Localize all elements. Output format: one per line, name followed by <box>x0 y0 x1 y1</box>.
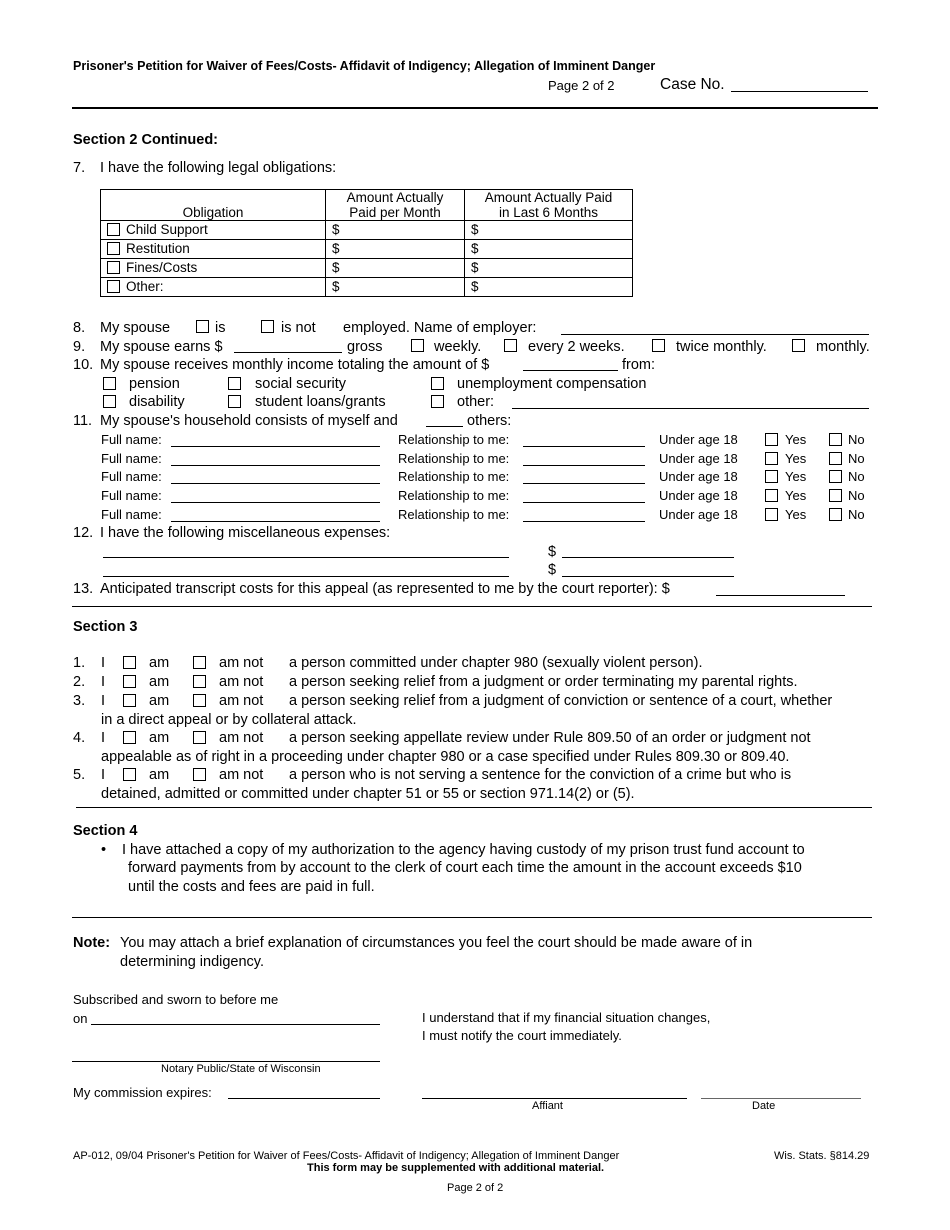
misc-expenses-label: I have the following miscellaneous expenses: <box>100 525 391 541</box>
yes-label: Yes <box>785 488 807 503</box>
authorization-text: I have attached a copy of my authorization to the agency having custody of my prison trust fund account to <box>122 842 805 858</box>
notary-label: Notary Public/State of Wisconsin <box>161 1063 321 1075</box>
under18-yes-checkbox[interactable] <box>765 433 778 446</box>
from-label: from: <box>622 357 656 373</box>
gross-label: gross <box>347 339 383 355</box>
amount-cell[interactable]: $ <box>465 240 633 259</box>
full-name-label: Full name: <box>101 507 162 522</box>
s3-am-not-label: am not <box>219 693 264 709</box>
under18-yes-checkbox[interactable] <box>765 489 778 502</box>
yes-label: Yes <box>785 432 807 447</box>
under18-yes-checkbox[interactable] <box>765 470 778 483</box>
relationship-label: Relationship to me: <box>398 488 510 503</box>
s3-item-num: 3. <box>73 693 86 709</box>
under18-yes-checkbox[interactable] <box>765 508 778 521</box>
item9-num: 9. <box>73 339 86 355</box>
understand-text-2: I must notify the court immediately. <box>422 1028 622 1043</box>
spouse-is-checkbox[interactable] <box>196 320 209 333</box>
header-divider <box>72 107 878 109</box>
other-checkbox[interactable] <box>107 280 120 293</box>
child-support-checkbox[interactable] <box>107 223 120 236</box>
obligation-restitution[interactable]: Restitution <box>101 240 326 259</box>
obligation-fines[interactable]: Fines/Costs <box>101 259 326 278</box>
every-2-weeks-checkbox[interactable] <box>504 339 517 352</box>
s3-i-label: I <box>101 767 106 783</box>
under18-no-checkbox[interactable] <box>829 433 842 446</box>
s3-item-text: a person seeking appellate review under Rule 809.50 of an order or judgment not <box>289 730 811 746</box>
other-income-checkbox[interactable] <box>431 395 444 408</box>
s3-item-text: a person who is not serving a sentence for the conviction of a crime but who is <box>289 767 792 783</box>
household-full-name-field[interactable] <box>171 483 380 484</box>
full-name-label: Full name: <box>101 488 162 503</box>
s3-item-cont: in a direct appeal or by collateral attack. <box>101 712 357 728</box>
household-relationship-field[interactable] <box>523 483 645 484</box>
social-security-checkbox[interactable] <box>228 377 241 390</box>
s3-i-label: I <box>101 693 106 709</box>
note-text: You may attach a brief explanation of circumstances you feel the court should be made aware of in <box>120 935 753 951</box>
household-relationship-field[interactable] <box>523 446 645 447</box>
date-label: Date <box>752 1100 776 1112</box>
misc-expense-amount-2[interactable] <box>562 576 734 577</box>
section3-divider <box>76 807 872 808</box>
s3-am-label: am <box>149 674 170 690</box>
household-full-name-field[interactable] <box>171 446 380 447</box>
s3-am-label: am <box>149 767 170 783</box>
every-2-weeks-label: every 2 weeks. <box>528 339 625 355</box>
bullet: • <box>101 842 107 858</box>
item10-num: 10. <box>73 357 94 373</box>
dollar-sign: $ <box>548 544 557 560</box>
twice-monthly-checkbox[interactable] <box>652 339 665 352</box>
yes-label: Yes <box>785 469 807 484</box>
item11-num: 11. <box>73 413 93 429</box>
under18-no-checkbox[interactable] <box>829 470 842 483</box>
s3-item-text: a person seeking relief from a judgment or order terminating my parental rights. <box>289 674 798 690</box>
table-row <box>101 259 633 278</box>
on-label: on <box>73 1011 88 1026</box>
item7-num: 7. <box>73 160 86 176</box>
item8-text: My spouse <box>100 320 171 336</box>
relationship-label: Relationship to me: <box>398 469 510 484</box>
authorization-text-2: forward payments from by account to the clerk of court each time the amount in the account exceeds $10 <box>128 860 802 876</box>
s3-am-label: am <box>149 693 170 709</box>
s3-item-text: a person seeking relief from a judgment of conviction or sentence of a court, whether <box>289 693 833 709</box>
s3-am-checkbox[interactable] <box>123 768 136 781</box>
footer-statute: Wis. Stats. §814.29 <box>774 1150 870 1162</box>
s3-am-not-checkbox[interactable] <box>193 656 206 669</box>
s3-item-cont: detained, admitted or committed under chapter 51 or 55 or section 971.14(2) or (5). <box>101 786 635 802</box>
amount-cell[interactable]: $ <box>465 278 633 297</box>
page-indicator: Page 2 of 2 <box>548 78 615 93</box>
section4-divider <box>72 917 872 918</box>
amount-cell[interactable]: $ <box>326 221 465 240</box>
footer-form-id: AP-012, 09/04 Prisoner's Petition for Waiver of Fees/Costs- Affidavit of Indigency; Allegation of Imminent Danger <box>73 1150 620 1162</box>
date-field[interactable] <box>701 1098 861 1099</box>
no-label: No <box>848 469 865 484</box>
is-label: is <box>215 320 226 336</box>
student-loans-checkbox[interactable] <box>228 395 241 408</box>
footer-page: Page 2 of 2 <box>447 1182 504 1194</box>
social-security-label: social security <box>255 376 347 392</box>
sworn-label: Subscribed and sworn to before me <box>73 992 279 1007</box>
household-relationship-field[interactable] <box>523 521 645 522</box>
affiant-signature-field[interactable] <box>422 1098 687 1099</box>
relationship-label: Relationship to me: <box>398 432 510 447</box>
table-row <box>101 221 633 240</box>
s3-item-num: 2. <box>73 674 86 690</box>
table-row <box>101 240 633 259</box>
s3-i-label: I <box>101 674 106 690</box>
misc-expense-desc-1[interactable] <box>103 557 509 558</box>
no-label: No <box>848 432 865 447</box>
amount-cell[interactable]: $ <box>465 221 633 240</box>
col-paid-month-header: Amount Actually Paid per Month <box>326 190 465 221</box>
under18-no-checkbox[interactable] <box>829 508 842 521</box>
s3-item-text: a person committed under chapter 980 (sexually violent person). <box>289 655 703 671</box>
no-label: No <box>848 507 865 522</box>
twice-monthly-label: twice monthly. <box>676 339 767 355</box>
s3-am-not-checkbox[interactable] <box>193 694 206 707</box>
transcript-costs-field[interactable] <box>716 595 845 596</box>
commission-label: My commission expires: <box>73 1085 212 1100</box>
item12-num: 12. <box>73 525 94 541</box>
relationship-label: Relationship to me: <box>398 451 510 466</box>
household-full-name-field[interactable] <box>171 465 380 466</box>
weekly-checkbox[interactable] <box>411 339 424 352</box>
affiant-label: Affiant <box>532 1100 563 1112</box>
under-age-label: Under age 18 <box>659 451 738 466</box>
sworn-date-field[interactable] <box>91 1024 380 1025</box>
weekly-label: weekly. <box>434 339 482 355</box>
full-name-label: Full name: <box>101 451 162 466</box>
under18-no-checkbox[interactable] <box>829 489 842 502</box>
pension-checkbox[interactable] <box>103 377 116 390</box>
spouse-earns-label: My spouse earns $ <box>100 339 223 355</box>
footer-supplement: This form may be supplemented with additional material. <box>307 1162 605 1174</box>
form-title: Prisoner's Petition for Waiver of Fees/Costs- Affidavit of Indigency; Allegation of Imminent Danger <box>73 59 656 73</box>
no-label: No <box>848 451 865 466</box>
household-relationship-field[interactable] <box>523 502 645 503</box>
misc-expense-amount-1[interactable] <box>562 557 734 558</box>
employer-label: employed. Name of employer: <box>343 320 537 336</box>
fines-checkbox[interactable] <box>107 261 120 274</box>
s3-am-label: am <box>149 655 170 671</box>
household-full-name-field[interactable] <box>171 521 380 522</box>
pension-label: pension <box>129 376 180 392</box>
commission-expires-field[interactable] <box>228 1098 380 1099</box>
item13-num: 13. <box>73 581 94 597</box>
yes-label: Yes <box>785 451 807 466</box>
household-relationship-field[interactable] <box>523 465 645 466</box>
no-label: No <box>848 488 865 503</box>
obligations-table <box>100 189 633 297</box>
other-income-label: other: <box>457 394 495 410</box>
s3-am-checkbox[interactable] <box>123 694 136 707</box>
s3-am-not-label: am not <box>219 655 264 671</box>
under18-no-checkbox[interactable] <box>829 452 842 465</box>
s3-am-not-checkbox[interactable] <box>193 675 206 688</box>
disability-label: disability <box>129 394 185 410</box>
employer-field[interactable] <box>561 334 869 335</box>
item8-num: 8. <box>73 320 86 336</box>
monthly-income-label: My spouse receives monthly income totaling the amount of $ <box>100 357 490 373</box>
s3-am-checkbox[interactable] <box>123 656 136 669</box>
s3-item-num: 4. <box>73 730 86 746</box>
monthly-label: monthly. <box>816 339 870 355</box>
dollar-sign: $ <box>548 562 557 578</box>
s3-item-cont: appealable as of right in a proceeding under chapter 980 or a case specified under Rules 809.30 or 809.40. <box>101 749 790 765</box>
section4-heading: Section 4 <box>73 823 138 839</box>
obligation-child-support[interactable]: Child Support <box>101 221 326 240</box>
under-age-label: Under age 18 <box>659 507 738 522</box>
under-age-label: Under age 18 <box>659 488 738 503</box>
s3-am-not-label: am not <box>219 730 264 746</box>
under18-yes-checkbox[interactable] <box>765 452 778 465</box>
transcript-costs-label: Anticipated transcript costs for this appeal (as represented to me by the court reporter): $ <box>100 581 670 597</box>
table-row <box>101 278 633 297</box>
section2-heading: Section 2 Continued: <box>73 132 218 148</box>
notary-signature-field[interactable] <box>72 1061 380 1062</box>
col-obligation-header: Obligation <box>101 190 326 221</box>
section3-heading: Section 3 <box>73 619 138 635</box>
case-no-label: Case No. <box>660 76 725 93</box>
yes-label: Yes <box>785 507 807 522</box>
other-income-field[interactable] <box>512 408 869 409</box>
s3-am-checkbox[interactable] <box>123 731 136 744</box>
col-paid-6months-header: Amount Actually Paid in Last 6 Months <box>465 190 633 221</box>
full-name-label: Full name: <box>101 432 162 447</box>
spouse-is-not-checkbox[interactable] <box>261 320 274 333</box>
monthly-income-field[interactable] <box>523 370 618 371</box>
unemployment-checkbox[interactable] <box>431 377 444 390</box>
understand-text: I understand that if my financial situation changes, <box>422 1010 711 1025</box>
s3-i-label: I <box>101 655 106 671</box>
s3-am-not-label: am not <box>219 767 264 783</box>
s3-item-num: 5. <box>73 767 86 783</box>
note-text-2: determining indigency. <box>120 954 265 970</box>
s3-i-label: I <box>101 730 106 746</box>
restitution-checkbox[interactable] <box>107 242 120 255</box>
others-label: others: <box>467 413 512 429</box>
monthly-checkbox[interactable] <box>792 339 805 352</box>
disability-checkbox[interactable] <box>103 395 116 408</box>
s3-am-label: am <box>149 730 170 746</box>
amount-cell[interactable]: $ <box>326 259 465 278</box>
s3-am-not-checkbox[interactable] <box>193 768 206 781</box>
s3-am-checkbox[interactable] <box>123 675 136 688</box>
misc-expense-desc-2[interactable] <box>103 576 509 577</box>
authorization-text-3: until the costs and fees are paid in full. <box>128 879 375 895</box>
section2-divider <box>72 606 872 607</box>
relationship-label: Relationship to me: <box>398 507 510 522</box>
amount-cell[interactable]: $ <box>326 278 465 297</box>
item7-text: I have the following legal obligations: <box>100 160 337 176</box>
note-label: Note: <box>73 935 111 951</box>
under-age-label: Under age 18 <box>659 469 738 484</box>
s3-am-not-checkbox[interactable] <box>193 731 206 744</box>
amount-cell[interactable]: $ <box>326 240 465 259</box>
under-age-label: Under age 18 <box>659 432 738 447</box>
s3-am-not-label: am not <box>219 674 264 690</box>
case-no-field[interactable] <box>731 91 868 92</box>
household-count-field[interactable] <box>426 426 463 427</box>
spouse-earns-field[interactable] <box>234 352 342 353</box>
is-not-label: is not <box>281 320 316 336</box>
full-name-label: Full name: <box>101 469 162 484</box>
student-loans-label: student loans/grants <box>255 394 386 410</box>
amount-cell[interactable]: $ <box>465 259 633 278</box>
household-full-name-field[interactable] <box>171 502 380 503</box>
unemployment-label: unemployment compensation <box>457 376 647 392</box>
obligation-other[interactable]: Other: <box>101 278 326 297</box>
s3-item-num: 1. <box>73 655 86 671</box>
household-label: My spouse's household consists of myself and <box>100 413 398 429</box>
